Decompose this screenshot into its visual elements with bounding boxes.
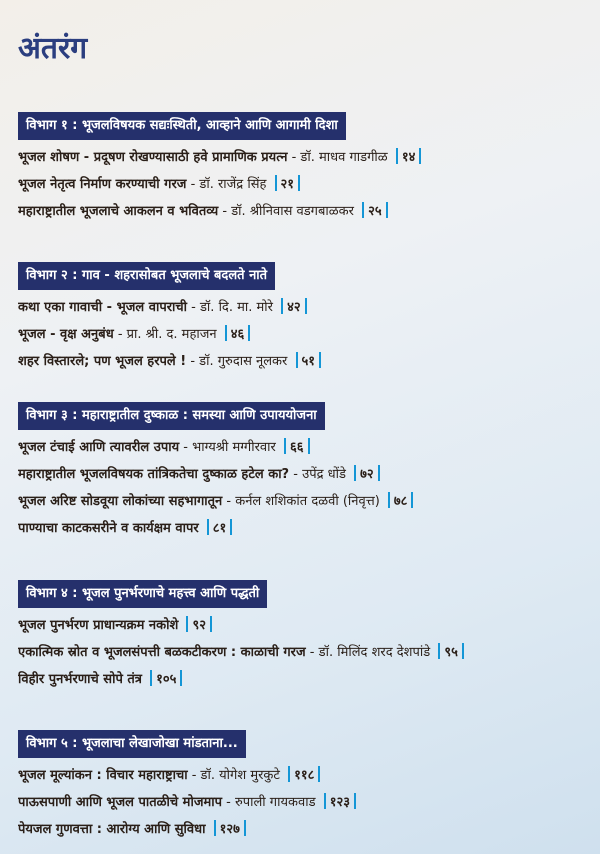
divider bbox=[354, 793, 356, 809]
divider bbox=[388, 492, 390, 508]
entry-title: महाराष्ट्रातील भूजलविषयक तांत्रिकतेचा दुष्काळ हटेल का? bbox=[18, 467, 290, 482]
page-title: अंतरंग bbox=[18, 31, 88, 66]
entry-title: भूजल - वृक्ष अनुबंध bbox=[18, 327, 114, 342]
page-number: १२७ bbox=[219, 822, 240, 837]
section-4 bbox=[18, 580, 588, 693]
divider bbox=[207, 519, 209, 535]
section-3 bbox=[18, 402, 588, 542]
divider bbox=[296, 352, 298, 368]
section-heading: विभाग ३ : महाराष्ट्रातील दुष्काळ : समस्या आणि उपाययोजना bbox=[18, 402, 325, 430]
section-heading: विभाग १ : भूजलविषयक सद्यःस्थिती, आव्हाने आणि आगामी दिशा bbox=[18, 112, 346, 140]
divider bbox=[284, 438, 286, 454]
entry-author: - डॉ. योगेश मुरकुटे bbox=[191, 768, 280, 783]
entry-author: - कर्नल शशिकांत दळवी (निवृत्त) bbox=[226, 494, 380, 509]
divider bbox=[411, 492, 413, 508]
toc-entry[interactable] bbox=[18, 434, 588, 461]
toc-entry[interactable] bbox=[18, 198, 588, 225]
divider bbox=[281, 298, 283, 314]
toc-entry[interactable] bbox=[18, 294, 588, 321]
entry-title: एकात्मिक स्रोत व भूजलसंपत्ती बळकटीकरण : काळाची गरज bbox=[18, 645, 306, 660]
page-number: ४६ bbox=[230, 327, 245, 342]
section-1 bbox=[18, 112, 588, 225]
divider bbox=[244, 820, 246, 836]
page-number: ७२ bbox=[360, 467, 374, 482]
section-heading: विभाग ५ : भूजलाचा लेखाजोखा मांडताना... bbox=[18, 730, 246, 758]
entry-author: - डॉ. दि. मा. मोरे bbox=[191, 300, 273, 315]
page-number: ११८ bbox=[294, 768, 315, 783]
page-number: ४२ bbox=[287, 300, 301, 315]
divider bbox=[362, 202, 364, 218]
toc-entry[interactable] bbox=[18, 144, 588, 171]
section-heading: विभाग २ : गाव - शहरासोबत भूजलाचे बदलते नाते bbox=[18, 262, 275, 290]
entry-title: कथा एका गावाची - भूजल वापराची bbox=[18, 300, 188, 315]
divider bbox=[396, 148, 398, 164]
toc-entry[interactable] bbox=[18, 762, 588, 789]
page-number: २१ bbox=[280, 177, 295, 192]
entry-author: - रुपाली गायकवाड bbox=[226, 795, 316, 810]
entry-title: भूजल अरिष्ट सोडवूया लोकांच्या सहभागातून bbox=[18, 494, 223, 509]
entry-author: - डॉ. माधव गाडगीळ bbox=[291, 150, 388, 165]
divider bbox=[275, 175, 277, 191]
entry-title: भूजल शोषण - प्रदूषण रोखण्यासाठी हवे प्रामाणिक प्रयत्न bbox=[18, 150, 288, 165]
divider bbox=[305, 298, 307, 314]
divider bbox=[150, 670, 152, 686]
page-number: १०५ bbox=[156, 672, 177, 687]
page-number: ९२ bbox=[192, 618, 206, 633]
entry-title: महाराष्ट्रातील भूजलाचे आकलन व भवितव्य bbox=[18, 204, 219, 219]
entry-title: भूजल नेतृत्व निर्माण करण्याची गरज bbox=[18, 177, 187, 192]
entry-title: भूजल टंचाई आणि त्यावरील उपाय bbox=[18, 440, 180, 455]
toc-entry[interactable] bbox=[18, 171, 588, 198]
page-number: ६६ bbox=[290, 440, 304, 455]
page-number: ५१ bbox=[301, 354, 316, 369]
entry-title: भूजल पुनर्भरण प्राधान्यक्रम नकोशे bbox=[18, 618, 179, 633]
toc-entry[interactable] bbox=[18, 816, 588, 843]
page-number: १४ bbox=[401, 150, 416, 165]
divider bbox=[288, 766, 290, 782]
divider bbox=[438, 643, 440, 659]
divider bbox=[230, 519, 232, 535]
entry-author: - डॉ. राजेंद्र सिंह bbox=[190, 177, 267, 192]
page-number: २५ bbox=[368, 204, 382, 219]
section-2 bbox=[18, 262, 588, 375]
page-number: ७८ bbox=[393, 494, 408, 509]
toc-entry[interactable] bbox=[18, 639, 588, 666]
toc-entry[interactable] bbox=[18, 612, 588, 639]
entry-author: - प्रा. श्री. द. महाजन bbox=[117, 327, 217, 342]
entry-title: शहर विस्तारले; पण भूजल हरपले ! bbox=[18, 354, 187, 369]
page-number: ९५ bbox=[444, 645, 458, 660]
entry-title: पाऊसपाणी आणि भूजल पातळीचे मोजमाप bbox=[18, 795, 222, 810]
toc-entry[interactable] bbox=[18, 666, 588, 693]
toc-entry[interactable] bbox=[18, 488, 588, 515]
entry-title: भूजल मूल्यांकन : विचार महाराष्ट्राचा bbox=[18, 768, 188, 783]
divider bbox=[318, 766, 320, 782]
divider bbox=[319, 352, 321, 368]
divider bbox=[248, 325, 250, 341]
divider bbox=[462, 643, 464, 659]
divider bbox=[378, 465, 380, 481]
divider bbox=[354, 465, 356, 481]
divider bbox=[386, 202, 388, 218]
toc-entry[interactable] bbox=[18, 321, 588, 348]
divider bbox=[186, 616, 188, 632]
entry-author: - डॉ. श्रीनिवास वडगबाळकर bbox=[222, 204, 354, 219]
divider bbox=[419, 148, 421, 164]
section-heading: विभाग ४ : भूजल पुनर्भरणाचे महत्त्व आणि पद्धती bbox=[18, 580, 267, 608]
toc-entry[interactable] bbox=[18, 515, 588, 542]
divider bbox=[324, 793, 326, 809]
toc-entry[interactable] bbox=[18, 789, 588, 816]
divider bbox=[225, 325, 227, 341]
page-number: १२३ bbox=[329, 795, 350, 810]
entry-author: - उपेंद्र धोंडे bbox=[293, 467, 346, 482]
entry-author: - डॉ. गुरुदास नूलकर bbox=[190, 354, 288, 369]
toc-entry[interactable] bbox=[18, 461, 588, 488]
entry-title: पाण्याचा काटकसरीने व कार्यक्षम वापर bbox=[18, 521, 199, 536]
page-number: ८१ bbox=[212, 521, 227, 536]
section-5 bbox=[18, 730, 588, 843]
entry-author: - भाग्यश्री मग्गीरवार bbox=[183, 440, 276, 455]
entry-title: पेयजल गुणवत्ता : आरोग्य आणि सुविधा bbox=[18, 822, 206, 837]
divider bbox=[298, 175, 300, 191]
entry-title: विहीर पुनर्भरणाचे सोपे तंत्र bbox=[18, 672, 142, 687]
divider bbox=[210, 616, 212, 632]
divider bbox=[308, 438, 310, 454]
toc-entry[interactable] bbox=[18, 348, 588, 375]
divider bbox=[214, 820, 216, 836]
entry-author: - डॉ. मिलिंद शरद देशपांडे bbox=[309, 645, 431, 660]
divider bbox=[180, 670, 182, 686]
